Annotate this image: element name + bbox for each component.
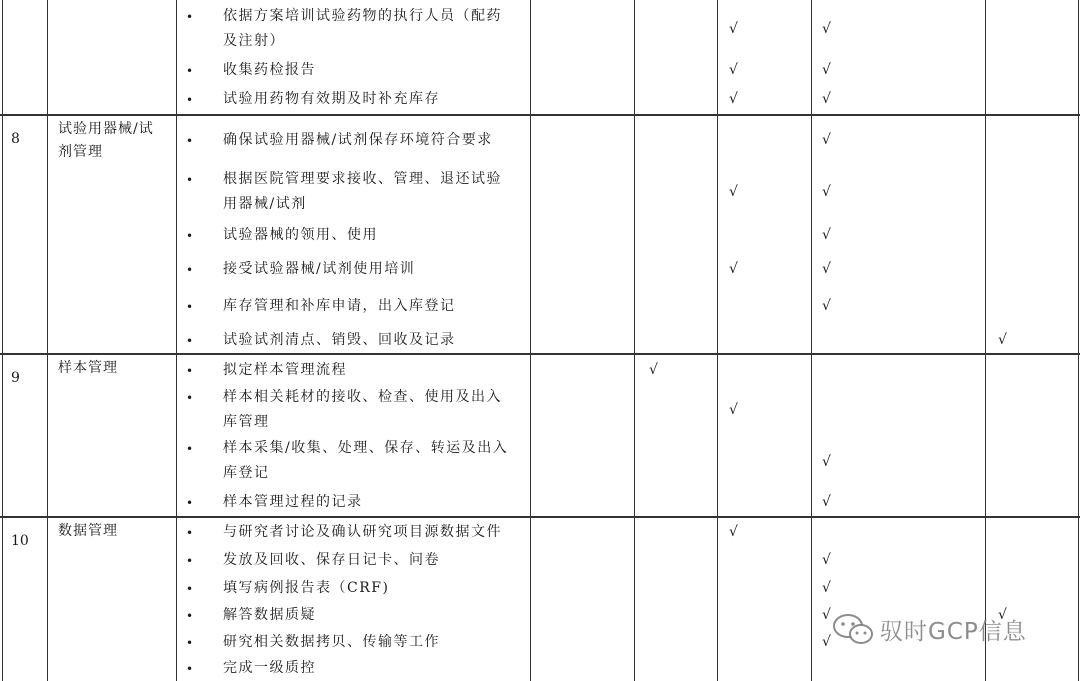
check-mark: √ [822,184,831,200]
check-mark: √ [822,494,831,510]
category-label: 样本管理 [58,360,118,376]
check-mark: √ [822,634,831,650]
task-text: 依据方案培训试验药物的执行人员（配药 [223,8,502,24]
bullet-marker: • [186,263,194,277]
check-mark: √ [649,362,658,378]
task-text: 试验用药物有效期及时补充库存 [223,91,440,107]
task-text: 根据医院管理要求接收、管理、退还试验 [223,171,502,187]
check-mark: √ [729,62,738,78]
task-text: 发放及回收、保存日记卡、问卷 [223,552,440,568]
category-label: 数据管理 [58,523,118,539]
check-mark: √ [822,62,831,78]
watermark-text: 驭时GCP信息 [880,618,1027,645]
bullet-marker: • [186,334,194,348]
task-text: 样本相关耗材的接收、检查、使用及出入 [223,389,502,405]
bullet-marker: • [186,609,194,623]
column-border [176,0,177,681]
bullet-marker: • [186,442,194,456]
bullet-marker: • [186,93,194,107]
row-number: 10 [11,533,29,549]
task-text: 确保试验用器械/试剂保存环境符合要求 [223,132,493,148]
check-mark: √ [822,298,831,314]
row-border [0,516,1080,518]
bullet-marker: • [186,229,194,243]
check-mark: √ [729,21,738,37]
task-text: 试验试剂清点、销毁、回收及记录 [223,332,456,348]
check-mark: √ [822,21,831,37]
bullet-marker: • [186,582,194,596]
task-text: 用器械/试剂 [223,196,307,212]
check-mark: √ [822,552,831,568]
check-mark: √ [822,91,831,107]
task-text: 库管理 [223,414,270,430]
check-mark: √ [822,580,831,596]
check-mark: √ [729,402,738,418]
check-mark: √ [822,607,831,623]
watermark [832,612,1027,646]
check-mark: √ [822,261,831,277]
column-border [1078,0,1079,681]
row-border [0,114,1080,116]
column-border [2,0,3,681]
category-label: 剂管理 [58,144,103,160]
bullet-marker: • [186,496,194,510]
bullet-marker: • [186,300,194,314]
bullet-marker: • [186,554,194,568]
column-border [985,0,986,681]
bullet-marker: • [186,173,194,187]
task-text: 样本管理过程的记录 [223,494,363,510]
column-border [717,0,718,681]
task-text: 试验器械的领用、使用 [223,227,378,243]
bullet-marker: • [186,64,194,78]
column-border [811,0,812,681]
check-mark: √ [998,607,1007,623]
category-label: 试验用器械/试 [58,121,154,137]
task-text: 样本采集/收集、处理、保存、转运及出入 [223,440,509,456]
bullet-marker: • [186,10,194,24]
row-border [0,353,1080,355]
column-border [47,0,48,681]
task-text: 研究相关数据拷贝、传输等工作 [223,634,440,650]
task-text: 拟定样本管理流程 [223,362,347,378]
check-mark: √ [822,227,831,243]
bullet-marker: • [186,391,194,405]
column-border [634,0,635,681]
task-text: 与研究者讨论及确认研究项目源数据文件 [223,524,502,540]
bullet-marker: • [186,636,194,650]
check-mark: √ [729,524,738,540]
task-text: 完成一级质控 [223,660,316,676]
check-mark: √ [729,91,738,107]
check-mark: √ [822,132,831,148]
task-text: 解答数据质疑 [223,607,316,623]
task-text: 库存管理和补库申请，出入库登记 [223,298,456,314]
check-mark: √ [998,332,1007,348]
bullet-marker: • [186,364,194,378]
task-text: 接受试验器械/试剂使用培训 [223,261,416,277]
check-mark: √ [822,454,831,470]
task-text: 收集药检报告 [223,62,316,78]
task-text: 库登记 [223,465,270,481]
bullet-marker: • [186,526,194,540]
row-number: 8 [11,131,20,147]
task-text: 及注射） [223,33,285,49]
check-mark: √ [729,261,738,277]
bullet-marker: • [186,134,194,148]
column-border [530,0,531,681]
check-mark: √ [729,184,738,200]
wechat-icon [832,612,874,646]
task-text: 填写病例报告表（CRF) [223,580,390,596]
bullet-marker: • [186,662,194,676]
row-number: 9 [11,370,20,386]
